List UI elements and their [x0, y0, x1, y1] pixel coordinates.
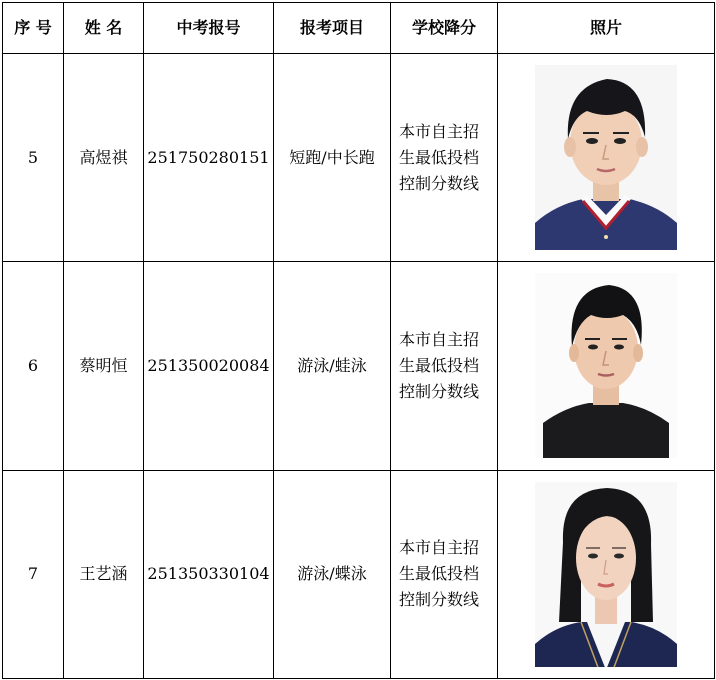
student-photo	[535, 273, 677, 458]
cell-name: 蔡明恒	[64, 262, 144, 470]
student-photo	[535, 482, 677, 667]
cell-event: 游泳/蛙泳	[274, 262, 391, 470]
cell-photo	[498, 54, 715, 262]
score-text: 本市自主招生最低投档控制分数线	[399, 538, 480, 610]
table-row	[3, 262, 715, 470]
cell-no: 5	[3, 54, 64, 262]
header-event: 报考项目	[274, 3, 391, 54]
header-exam-id: 中考报号	[144, 3, 274, 54]
table-row	[3, 470, 715, 678]
cell-exam-id: 251750280151	[144, 54, 274, 262]
header-row	[3, 3, 715, 54]
cell-name: 高煜祺	[64, 54, 144, 262]
cell-exam-id: 251350020084	[144, 262, 274, 470]
header-score: 学校降分	[391, 3, 498, 54]
header-name: 姓 名	[64, 3, 144, 54]
cell-event: 短跑/中长跑	[274, 54, 391, 262]
cell-no: 6	[3, 262, 64, 470]
cell-exam-id: 251350330104	[144, 470, 274, 678]
cell-score	[391, 470, 498, 678]
portrait-girl-uniform-icon	[535, 482, 677, 667]
portrait-boy-navy-polo-icon	[535, 65, 677, 250]
cell-event: 游泳/蝶泳	[274, 470, 391, 678]
admission-table	[2, 2, 715, 679]
cell-score	[391, 262, 498, 470]
cell-score	[391, 54, 498, 262]
cell-no: 7	[3, 470, 64, 678]
student-photo	[535, 65, 677, 250]
header-no: 序 号	[3, 3, 64, 54]
header-photo: 照片	[498, 3, 715, 54]
table-row	[3, 54, 715, 262]
cell-photo	[498, 470, 715, 678]
cell-photo	[498, 262, 715, 470]
score-text: 本市自主招生最低投档控制分数线	[399, 329, 480, 401]
portrait-boy-black-top-icon	[535, 273, 677, 458]
score-text: 本市自主招生最低投档控制分数线	[399, 121, 480, 193]
cell-name: 王艺涵	[64, 470, 144, 678]
